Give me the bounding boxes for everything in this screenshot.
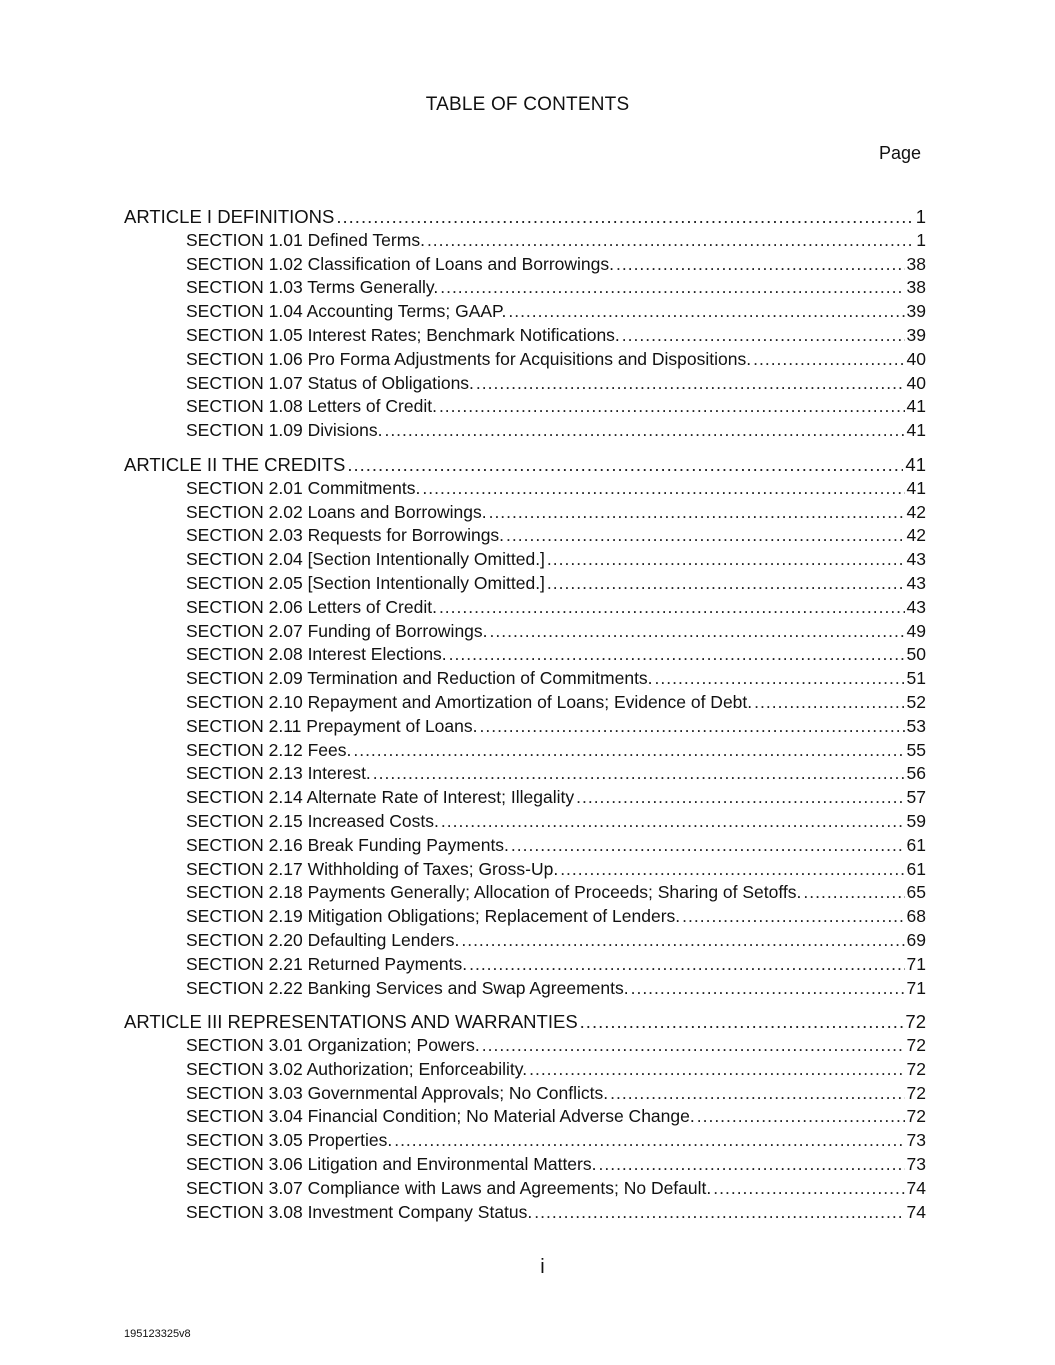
toc-section-label: SECTION 1.08 Letters of Credit.	[186, 396, 437, 417]
toc-page-number: 43	[906, 596, 926, 617]
toc-section-entry[interactable]	[124, 834, 926, 858]
dot-leader	[610, 1082, 904, 1106]
toc-section-entry[interactable]	[124, 1129, 926, 1153]
toc-page-number: 65	[906, 882, 926, 903]
toc-section-label: SECTION 2.15 Increased Costs.	[186, 810, 439, 831]
toc-page-number: 73	[906, 1130, 926, 1151]
toc-page-number: 50	[906, 644, 926, 665]
toc-page-number: 43	[906, 549, 926, 570]
toc-page-number: 74	[906, 1201, 926, 1222]
footer-page-number: i	[540, 1256, 545, 1278]
toc-section-entry[interactable]	[124, 620, 926, 644]
toc-section-entry[interactable]	[124, 348, 926, 372]
toc-page-number: 43	[906, 572, 926, 593]
toc-section-entry[interactable]	[124, 524, 926, 548]
dot-leader	[529, 1058, 904, 1082]
toc-section-entry[interactable]	[124, 715, 926, 739]
toc-title: TABLE OF CONTENTS	[425, 94, 630, 115]
toc-section-label: SECTION 3.04 Financial Condition; No Material Adverse Change.	[186, 1106, 695, 1127]
dot-leader	[753, 348, 904, 372]
toc-section-label: SECTION 2.02 Loans and Borrowings.	[186, 501, 487, 522]
toc-page-number: 52	[906, 691, 926, 712]
toc-page-number: 61	[906, 834, 926, 855]
toc-section-label: SECTION 2.20 Defaulting Lenders.	[186, 929, 460, 950]
toc-page-number: 72	[906, 1106, 926, 1127]
toc-page-number: 1	[916, 229, 926, 250]
toc-page-number: 41	[905, 453, 926, 475]
toc-section-entry[interactable]	[124, 572, 926, 596]
toc-page-number: 68	[906, 906, 926, 927]
toc-section-label: SECTION 2.16 Break Funding Payments.	[186, 834, 509, 855]
toc-article-entry[interactable]	[124, 205, 926, 229]
dot-leader	[482, 1034, 905, 1058]
toc-section-label: SECTION 2.12 Fees.	[186, 739, 352, 760]
toc-section-label: SECTION 1.03 Terms Generally.	[186, 277, 439, 298]
toc-list	[124, 205, 926, 1224]
dot-leader	[655, 667, 905, 691]
toc-page-number: 1	[915, 206, 926, 227]
document-id: 195123325v8	[124, 1328, 191, 1340]
dot-leader	[439, 596, 905, 620]
toc-section-entry[interactable]	[124, 229, 926, 253]
toc-page-number: 69	[906, 929, 926, 950]
dot-leader	[547, 548, 905, 572]
toc-section-entry[interactable]	[124, 477, 926, 501]
toc-section-entry[interactable]	[124, 324, 926, 348]
toc-section-entry[interactable]	[124, 596, 926, 620]
toc-section-label: SECTION 3.01 Organization; Powers.	[186, 1035, 480, 1056]
dot-leader	[508, 300, 904, 324]
toc-page-number: 74	[906, 1177, 926, 1198]
dot-leader	[479, 715, 904, 739]
dot-leader	[336, 205, 913, 229]
toc-section-label: SECTION 1.05 Interest Rates; Benchmark Notifications.	[186, 324, 620, 345]
toc-section-label: SECTION 2.03 Requests for Borrowings.	[186, 525, 505, 546]
toc-page-number: 55	[906, 739, 926, 760]
toc-section-label: SECTION 2.14 Alternate Rate of Interest; Illegality	[186, 787, 575, 808]
toc-page-number: 71	[906, 953, 926, 974]
toc-section-label: SECTION 2.05 [Section Intentionally Omitted.]	[186, 572, 545, 593]
toc-section-label: SECTION 2.01 Commitments.	[186, 477, 421, 498]
toc-section-entry[interactable]	[124, 786, 926, 810]
toc-article-label: ARTICLE III REPRESENTATIONS AND WARRANTIES	[124, 1011, 578, 1033]
toc-section-label: SECTION 2.21 Returned Payments.	[186, 953, 468, 974]
dot-leader	[576, 786, 904, 810]
toc-section-label: SECTION 1.02 Classification of Loans and Borrowings.	[186, 253, 614, 274]
dot-leader	[469, 953, 904, 977]
toc-section-entry[interactable]	[124, 1082, 926, 1106]
toc-article-label: ARTICLE I DEFINITIONS	[124, 206, 335, 227]
toc-page-number: 72	[905, 1011, 926, 1033]
toc-section-entry[interactable]	[124, 810, 926, 834]
toc-article-entry[interactable]	[124, 1010, 926, 1034]
toc-page-number: 41	[906, 396, 926, 417]
dot-leader	[373, 762, 905, 786]
toc-page-number: 38	[906, 277, 926, 298]
toc-page-number: 71	[906, 977, 926, 998]
dot-leader	[511, 834, 905, 858]
toc-section-entry[interactable]	[124, 905, 926, 929]
toc-section-label: SECTION 2.17 Withholding of Taxes; Gross-Up.	[186, 858, 559, 879]
dot-leader	[441, 810, 905, 834]
toc-section-label: SECTION 2.07 Funding of Borrowings.	[186, 620, 488, 641]
dot-leader	[506, 524, 904, 548]
dot-leader	[422, 477, 904, 501]
toc-page-number: 39	[906, 324, 926, 345]
toc-section-label: SECTION 3.07 Compliance with Laws and Agreements; No Default.	[186, 1177, 712, 1198]
dot-leader	[353, 739, 904, 763]
dot-leader	[476, 372, 905, 396]
toc-section-entry[interactable]	[124, 253, 926, 277]
toc-section-label: SECTION 3.03 Governmental Approvals; No Conflicts.	[186, 1082, 609, 1103]
toc-section-entry[interactable]	[124, 762, 926, 786]
toc-page-number: 72	[906, 1058, 926, 1079]
toc-section-entry[interactable]	[124, 858, 926, 882]
toc-section-label: SECTION 2.19 Mitigation Obligations; Replacement of Lenders.	[186, 906, 681, 927]
toc-section-entry[interactable]	[124, 929, 926, 953]
toc-section-label: SECTION 3.02 Authorization; Enforceability.	[186, 1058, 528, 1079]
dot-leader	[631, 977, 905, 1001]
toc-section-label: SECTION 1.07 Status of Obligations.	[186, 372, 474, 393]
toc-page-number: 42	[906, 501, 926, 522]
dot-leader	[449, 643, 905, 667]
toc-section-label: SECTION 2.09 Termination and Reduction of Commitments.	[186, 668, 653, 689]
toc-section-entry[interactable]	[124, 372, 926, 396]
toc-section-entry[interactable]	[124, 1105, 926, 1129]
toc-page-number: 41	[906, 420, 926, 441]
toc-page-number: 59	[906, 810, 926, 831]
toc-section-label: SECTION 2.10 Repayment and Amortization of Loans; Evidence of Debt.	[186, 691, 753, 712]
toc-section-entry[interactable]	[124, 881, 926, 905]
dot-leader	[622, 324, 905, 348]
toc-page-number: 72	[906, 1035, 926, 1056]
toc-section-label: SECTION 1.09 Divisions.	[186, 420, 383, 441]
dot-leader	[560, 858, 904, 882]
toc-section-label: SECTION 1.01 Defined Terms.	[186, 229, 425, 250]
dot-leader	[440, 276, 904, 300]
toc-section-label: SECTION 1.04 Accounting Terms; GAAP.	[186, 301, 507, 322]
toc-section-label: SECTION 2.04 [Section Intentionally Omitted.]	[186, 549, 545, 570]
toc-section-entry[interactable]	[124, 501, 926, 525]
toc-section-label: SECTION 2.22 Banking Services and Swap Agreements.	[186, 977, 629, 998]
dot-leader	[580, 1010, 904, 1034]
dot-leader	[616, 253, 905, 277]
dot-leader	[803, 881, 904, 905]
toc-section-label: SECTION 3.05 Properties.	[186, 1130, 393, 1151]
toc-section-entry[interactable]	[124, 395, 926, 419]
toc-section-label: SECTION 2.13 Interest.	[186, 763, 371, 784]
toc-section-entry[interactable]	[124, 1153, 926, 1177]
toc-page-number: 56	[906, 763, 926, 784]
dot-leader	[439, 395, 905, 419]
toc-section-entry[interactable]	[124, 419, 926, 443]
toc-page-number: 61	[906, 858, 926, 879]
toc-section-entry[interactable]	[124, 1177, 926, 1201]
toc-article-entry[interactable]	[124, 453, 926, 477]
toc-page-number: 57	[906, 787, 926, 808]
dot-leader	[754, 691, 904, 715]
toc-section-entry[interactable]	[124, 548, 926, 572]
toc-page-number: 51	[906, 668, 926, 689]
toc-section-label: SECTION 2.11 Prepayment of Loans.	[186, 715, 478, 736]
toc-page-number: 39	[906, 301, 926, 322]
toc-section-entry[interactable]	[124, 643, 926, 667]
toc-section-label: SECTION 2.08 Interest Elections.	[186, 644, 447, 665]
dot-leader	[490, 620, 905, 644]
toc-section-entry[interactable]	[124, 739, 926, 763]
toc-page-number: 42	[906, 525, 926, 546]
toc-section-label: SECTION 2.18 Payments Generally; Allocation of Proceeds; Sharing of Setoffs.	[186, 882, 802, 903]
dot-leader	[461, 929, 904, 953]
dot-leader	[682, 905, 904, 929]
toc-section-entry[interactable]	[124, 1058, 926, 1082]
toc-section-entry[interactable]	[124, 1034, 926, 1058]
toc-section-entry[interactable]	[124, 1201, 926, 1225]
dot-leader	[489, 501, 905, 525]
dot-leader	[347, 453, 903, 477]
dot-leader	[713, 1177, 904, 1201]
toc-section-label: SECTION 2.06 Letters of Credit.	[186, 596, 437, 617]
page-column-header: Page	[879, 143, 922, 163]
toc-page-number: 40	[906, 372, 926, 393]
toc-section-label: SECTION 3.08 Investment Company Status.	[186, 1201, 533, 1222]
toc-section-entry[interactable]	[124, 977, 926, 1001]
toc-section-label: SECTION 1.06 Pro Forma Adjustments for Acquisitions and Dispositions.	[186, 348, 752, 369]
toc-article-label: ARTICLE II THE CREDITS	[124, 453, 346, 475]
toc-section-entry[interactable]	[124, 667, 926, 691]
dot-leader	[394, 1129, 904, 1153]
toc-page-number: 38	[906, 253, 926, 274]
toc-page-number: 72	[906, 1082, 926, 1103]
toc-section-entry[interactable]	[124, 300, 926, 324]
dot-leader	[534, 1201, 904, 1225]
toc-section-entry[interactable]	[124, 953, 926, 977]
toc-page-number: 53	[906, 715, 926, 736]
toc-section-label: SECTION 3.06 Litigation and Environmental Matters.	[186, 1154, 597, 1175]
toc-page-number: 73	[906, 1154, 926, 1175]
toc-page-number: 49	[906, 620, 926, 641]
toc-page-number: 41	[906, 477, 926, 498]
toc-section-entry[interactable]	[124, 691, 926, 715]
dot-leader	[547, 572, 905, 596]
dot-leader	[697, 1105, 905, 1129]
dot-leader	[598, 1153, 904, 1177]
dot-leader	[384, 419, 904, 443]
toc-section-entry[interactable]	[124, 276, 926, 300]
dot-leader	[427, 229, 914, 253]
toc-page-number: 40	[906, 348, 926, 369]
